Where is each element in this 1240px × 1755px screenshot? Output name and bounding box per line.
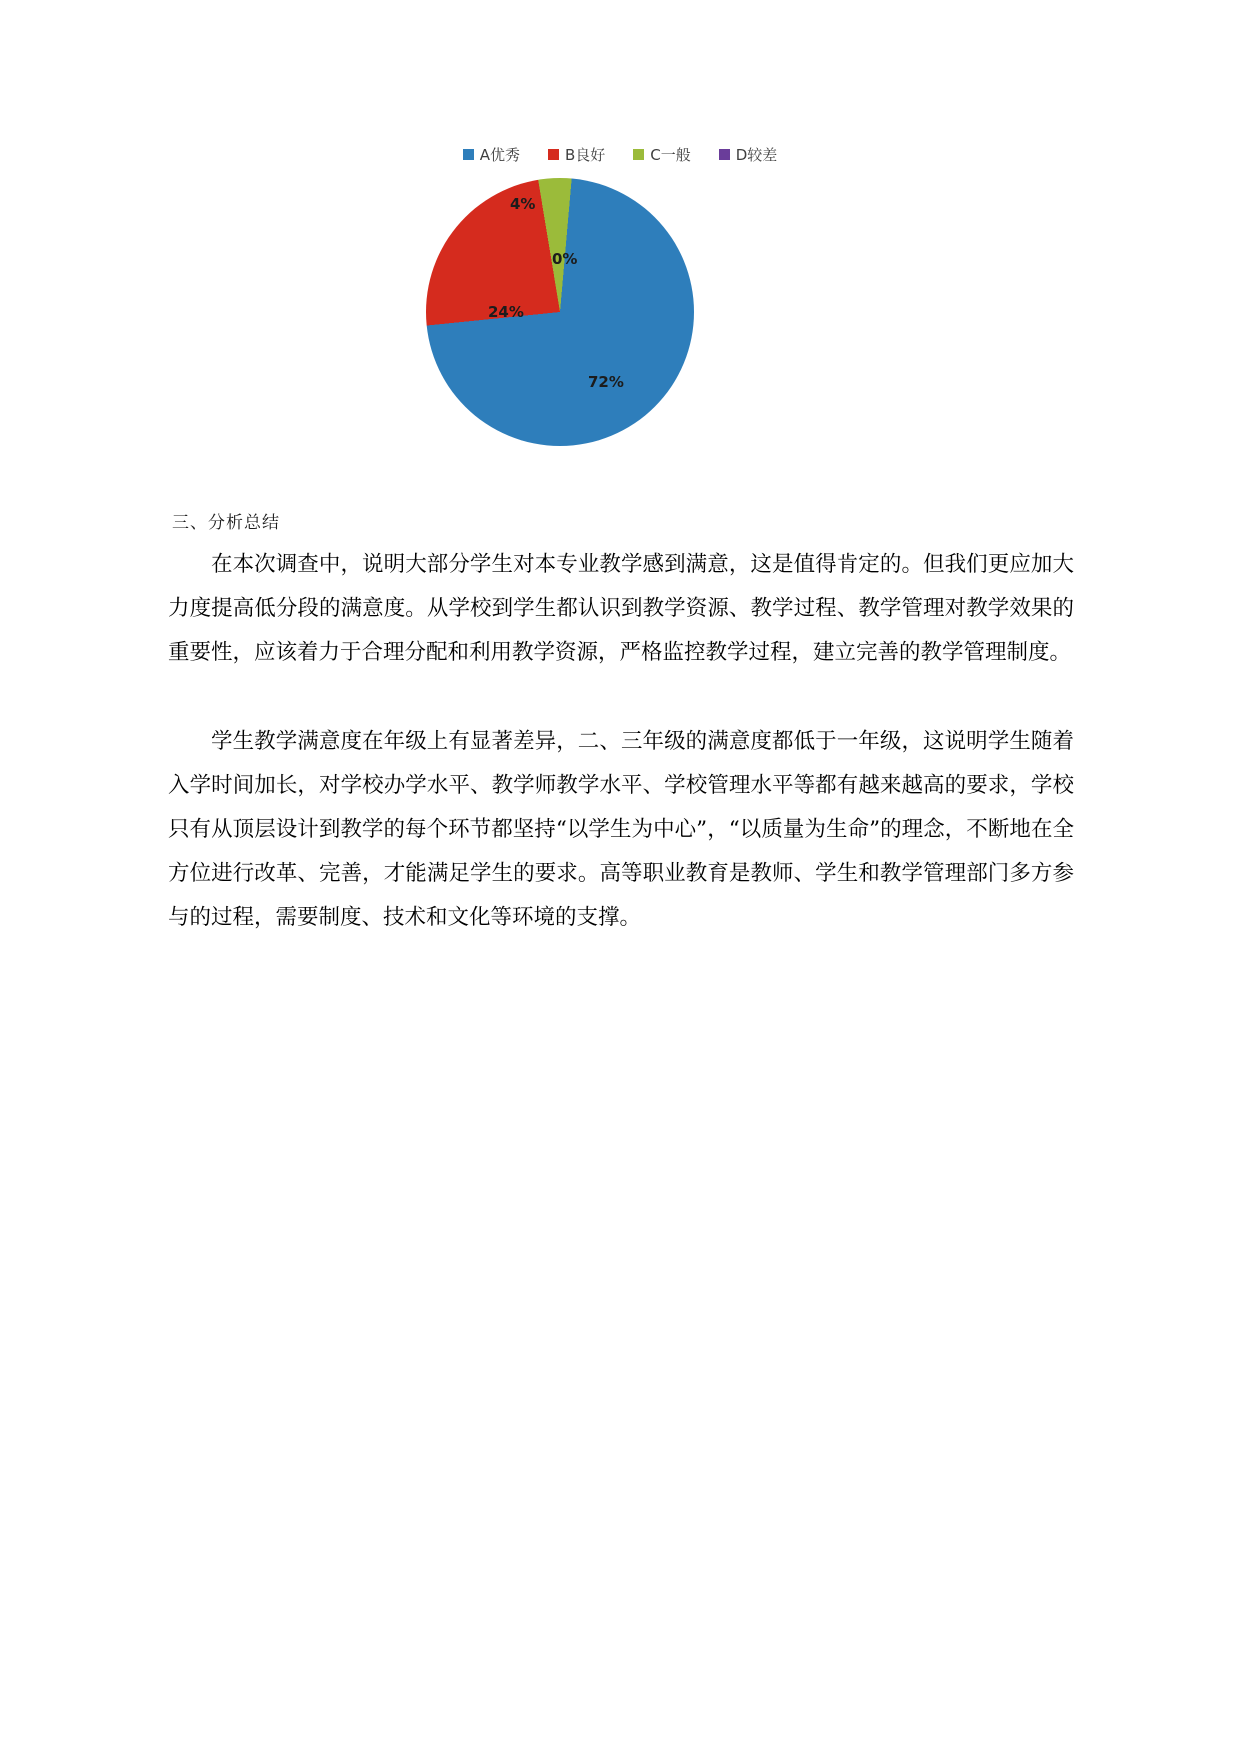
pie-area [330,168,910,468]
legend-label-a: A优秀 [479,145,520,164]
pie-label-a: 72% [588,373,624,391]
legend-swatch-d [719,149,730,160]
legend-item-c [633,144,690,165]
pie-chart-figure [330,140,910,480]
paragraph-1: 在本次调查中，说明大部分学生对本专业教学感到满意，这是值得肯定的。但我们更应加大力度提高低分段的满意度。从学校到学生都认识到教学资源、教学过程、教学管理对教学效果的重要性，应该着力于合理分配和利用教学资源，严格监控教学过程，建立完善的教学管理制度。 [168,552,1074,665]
legend-swatch-b [548,149,559,160]
legend-label-d: D较差 [735,145,778,164]
legend-label-c: C一般 [650,145,691,164]
pie-graphic [426,178,694,446]
paragraph-2: 学生教学满意度在年级上有显著差异，二、三年级的满意度都低于一年级，这说明学生随着入学时间加长，对学校办学水平、教学师教学水平、学校管理水平等都有越来越高的要求，学校只有从顶层设计到教学的每个环节都坚持“以学生为中心”，“以质量为生命”的理念，不断地在全方位进行改革、完善，才能满足学生的要求。高等职业教育是教师、学生和教学管理部门多方参与的过程，需要制度、技术和文化等环境的支撑。 [168,729,1074,930]
pie-label-b: 24% [488,303,524,321]
section-heading: 三、分析总结 [172,513,280,533]
legend-swatch-a [463,149,474,160]
legend-item-d [719,144,778,165]
pie-label-c: 4% [510,195,536,213]
chart-legend [330,140,910,168]
legend-label-b: B良好 [564,145,606,164]
pie-label-d: 0% [552,250,578,268]
legend-swatch-c [633,149,644,160]
legend-item-b [548,144,605,165]
legend-item-a [463,144,520,165]
